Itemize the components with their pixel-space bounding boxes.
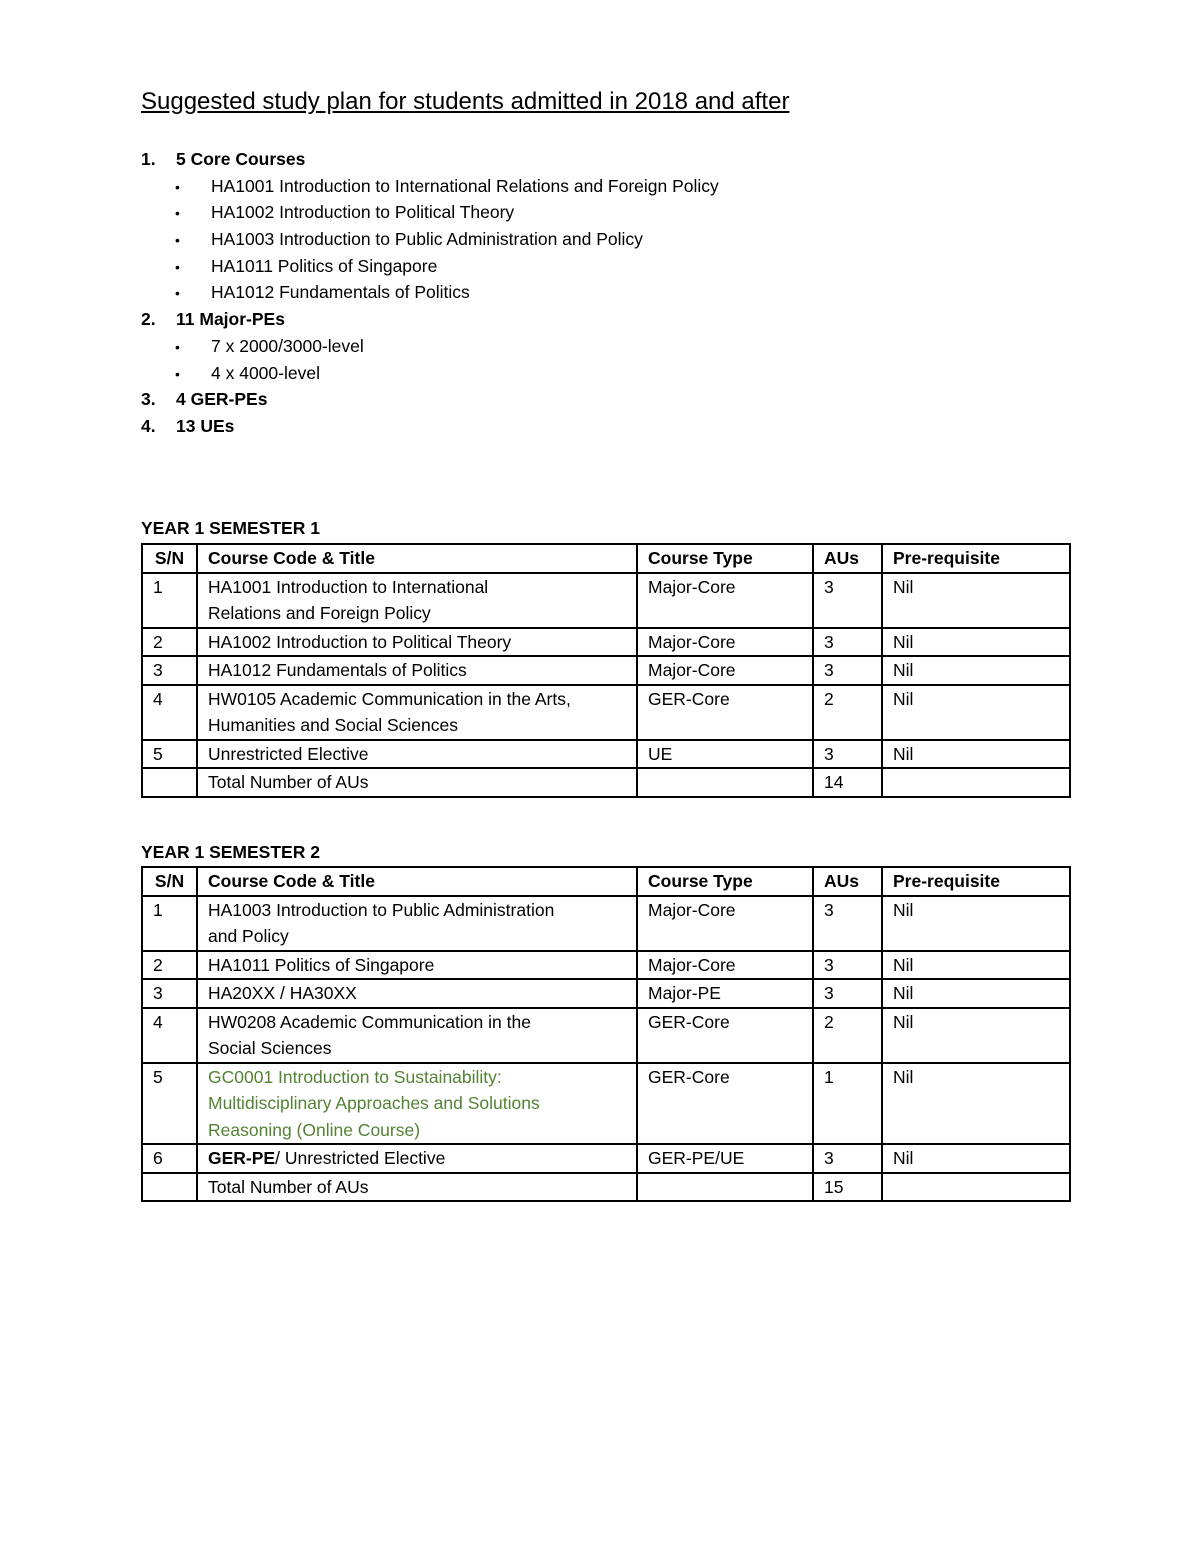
cell-type: GER-Core [637, 685, 813, 740]
cell-course [197, 896, 637, 951]
course-title-line: Social Sciences [208, 1038, 332, 1058]
bullet-icon: • [175, 285, 180, 302]
table-row [142, 685, 1070, 740]
plan-item-number: 3. [141, 389, 156, 410]
course-title-line: HA1003 Introduction to Public Administration [208, 899, 555, 920]
cell-aus: 3 [813, 628, 882, 657]
plan-subitem [141, 226, 941, 253]
section-heading: YEAR 1 SEMESTER 1 [141, 518, 320, 538]
cell-aus: 3 [813, 951, 882, 980]
cell-type: Major-Core [637, 951, 813, 980]
cell-aus: 3 [813, 1144, 882, 1173]
page-title: Suggested study plan for students admitted in 2018 and after [141, 88, 790, 115]
cell-aus: 3 [813, 573, 882, 628]
cell-sn: 4 [142, 1008, 197, 1063]
table-row [142, 979, 1070, 1008]
cell-type: GER-Core [637, 1063, 813, 1145]
cell-aus: 3 [813, 656, 882, 685]
table-header-row [142, 544, 1070, 573]
cell-prereq: Nil [882, 685, 1070, 740]
cell-prereq: Nil [882, 979, 1070, 1008]
cell-sn: 6 [142, 1144, 197, 1173]
cell-course: HA1012 Fundamentals of Politics [197, 656, 637, 685]
cell-aus: 3 [813, 740, 882, 769]
column-header: Course Code & Title [197, 867, 637, 896]
cell-prereq: Nil [882, 951, 1070, 980]
plan-subitem-text: HA1003 Introduction to Public Administration and Policy [211, 229, 643, 250]
plan-item-number: 1. [141, 149, 156, 169]
total-label: Total Number of AUs [197, 768, 637, 797]
plan-item [141, 386, 941, 413]
cell-empty [637, 768, 813, 797]
course-title-line: Multidisciplinary Approaches and Solutions [208, 1093, 540, 1113]
cell-sn: 1 [142, 896, 197, 951]
semester-table [141, 866, 1071, 1202]
cell-type: Major-Core [637, 656, 813, 685]
cell-aus: 3 [813, 896, 882, 951]
table-row [142, 573, 1070, 628]
cell-type: UE [637, 740, 813, 769]
column-header: Course Type [637, 867, 813, 896]
bullet-icon: • [175, 205, 180, 222]
cell-aus: 1 [813, 1063, 882, 1145]
cell-sn: 5 [142, 1063, 197, 1145]
cell-type: GER-PE/UE [637, 1144, 813, 1173]
cell-course [197, 1008, 637, 1063]
plan-subitem-text: HA1001 Introduction to International Relations and Foreign Policy [211, 175, 719, 196]
bullet-icon: • [175, 338, 180, 355]
cell-sn: 4 [142, 685, 197, 740]
cell-type: Major-Core [637, 573, 813, 628]
semester-table [141, 543, 1071, 798]
bullet-icon: • [175, 232, 180, 249]
table-row [142, 656, 1070, 685]
cell-sn: 3 [142, 656, 197, 685]
table-total-row [142, 1173, 1070, 1202]
cell-course [197, 1144, 637, 1173]
total-aus: 14 [813, 768, 882, 797]
cell-empty [142, 1173, 197, 1202]
section-heading: YEAR 1 SEMESTER 2 [141, 842, 320, 862]
cell-course [197, 685, 637, 740]
cell-empty [637, 1173, 813, 1202]
table-row [142, 628, 1070, 657]
plan-item-number: 2. [141, 309, 156, 330]
cell-prereq: Nil [882, 1063, 1070, 1145]
cell-sn: 3 [142, 979, 197, 1008]
plan-item-label: 11 Major-PEs [176, 309, 285, 330]
course-title-line: HA1001 Introduction to International [208, 576, 489, 597]
column-header: S/N [142, 544, 197, 573]
cell-course: HA1011 Politics of Singapore [197, 951, 637, 980]
plan-subitem-text: HA1011 Politics of Singapore [211, 255, 438, 276]
course-title-line: and Policy [208, 926, 289, 946]
plan-item-label: 13 UEs [176, 415, 235, 436]
cell-sn: 2 [142, 951, 197, 980]
plan-subitem-text: 4 x 4000-level [211, 362, 320, 383]
cell-course [197, 1063, 637, 1145]
column-header: S/N [142, 867, 197, 896]
plan-item-number: 4. [141, 415, 156, 436]
course-title-line: GC0001 Introduction to Sustainability: [208, 1066, 502, 1087]
cell-empty [882, 1173, 1070, 1202]
table-row [142, 1008, 1070, 1063]
plan-subitem-text: HA1012 Fundamentals of Politics [211, 282, 470, 303]
plan-subitem [141, 199, 941, 226]
plan-subitem [141, 173, 941, 200]
cell-type: Major-Core [637, 896, 813, 951]
plan-item-label: 4 GER-PEs [176, 389, 268, 410]
column-header: Pre-requisite [882, 544, 1070, 573]
cell-sn: 2 [142, 628, 197, 657]
plan-item [141, 146, 941, 173]
table-row [142, 740, 1070, 769]
cell-aus: 3 [813, 979, 882, 1008]
plan-item [141, 306, 941, 333]
cell-aus: 2 [813, 685, 882, 740]
cell-type: Major-PE [637, 979, 813, 1008]
column-header: Course Code & Title [197, 544, 637, 573]
cell-prereq: Nil [882, 628, 1070, 657]
cell-course: Unrestricted Elective [197, 740, 637, 769]
column-header: AUs [813, 867, 882, 896]
plan-subitem [141, 360, 941, 387]
cell-type: Major-Core [637, 628, 813, 657]
cell-course: HA1002 Introduction to Political Theory [197, 628, 637, 657]
cell-prereq: Nil [882, 1008, 1070, 1063]
cell-empty [882, 768, 1070, 797]
plan-item-label: 5 Core Courses [176, 149, 306, 169]
column-header: Course Type [637, 544, 813, 573]
study-plan-list [141, 146, 941, 440]
cell-prereq: Nil [882, 573, 1070, 628]
plan-subitem [141, 279, 941, 306]
column-header: AUs [813, 544, 882, 573]
plan-subitem-text: HA1002 Introduction to Political Theory [211, 202, 515, 223]
bullet-icon: • [175, 258, 180, 275]
course-title-line: Relations and Foreign Policy [208, 603, 431, 623]
course-title-line: HW0105 Academic Communication in the Arts, [208, 688, 571, 709]
course-title-line: HW0208 Academic Communication in the [208, 1011, 531, 1032]
cell-prereq: Nil [882, 1144, 1070, 1173]
course-title-line: Reasoning (Online Course) [208, 1119, 421, 1140]
table-row [142, 951, 1070, 980]
course-title-rest: / Unrestricted Elective [275, 1148, 446, 1168]
plan-subitem [141, 333, 941, 360]
cell-type: GER-Core [637, 1008, 813, 1063]
table-row [142, 896, 1070, 951]
cell-prereq: Nil [882, 896, 1070, 951]
cell-empty [142, 768, 197, 797]
cell-prereq: Nil [882, 656, 1070, 685]
cell-aus: 2 [813, 1008, 882, 1063]
plan-item [141, 413, 941, 440]
bullet-icon: • [175, 365, 180, 382]
course-title-bold: GER-PE [208, 1148, 276, 1168]
table-row [142, 1063, 1070, 1145]
total-aus: 15 [813, 1173, 882, 1202]
cell-course: HA20XX / HA30XX [197, 979, 637, 1008]
table-header-row [142, 867, 1070, 896]
plan-subitem [141, 253, 941, 280]
cell-prereq: Nil [882, 740, 1070, 769]
cell-sn: 5 [142, 740, 197, 769]
cell-course [197, 573, 637, 628]
table-row [142, 1144, 1070, 1173]
cell-sn: 1 [142, 573, 197, 628]
bullet-icon: • [175, 178, 180, 195]
total-label: Total Number of AUs [197, 1173, 637, 1202]
course-title-line: Humanities and Social Sciences [208, 715, 458, 735]
plan-subitem-text: 7 x 2000/3000-level [211, 335, 364, 356]
table-total-row [142, 768, 1070, 797]
column-header: Pre-requisite [882, 867, 1070, 896]
